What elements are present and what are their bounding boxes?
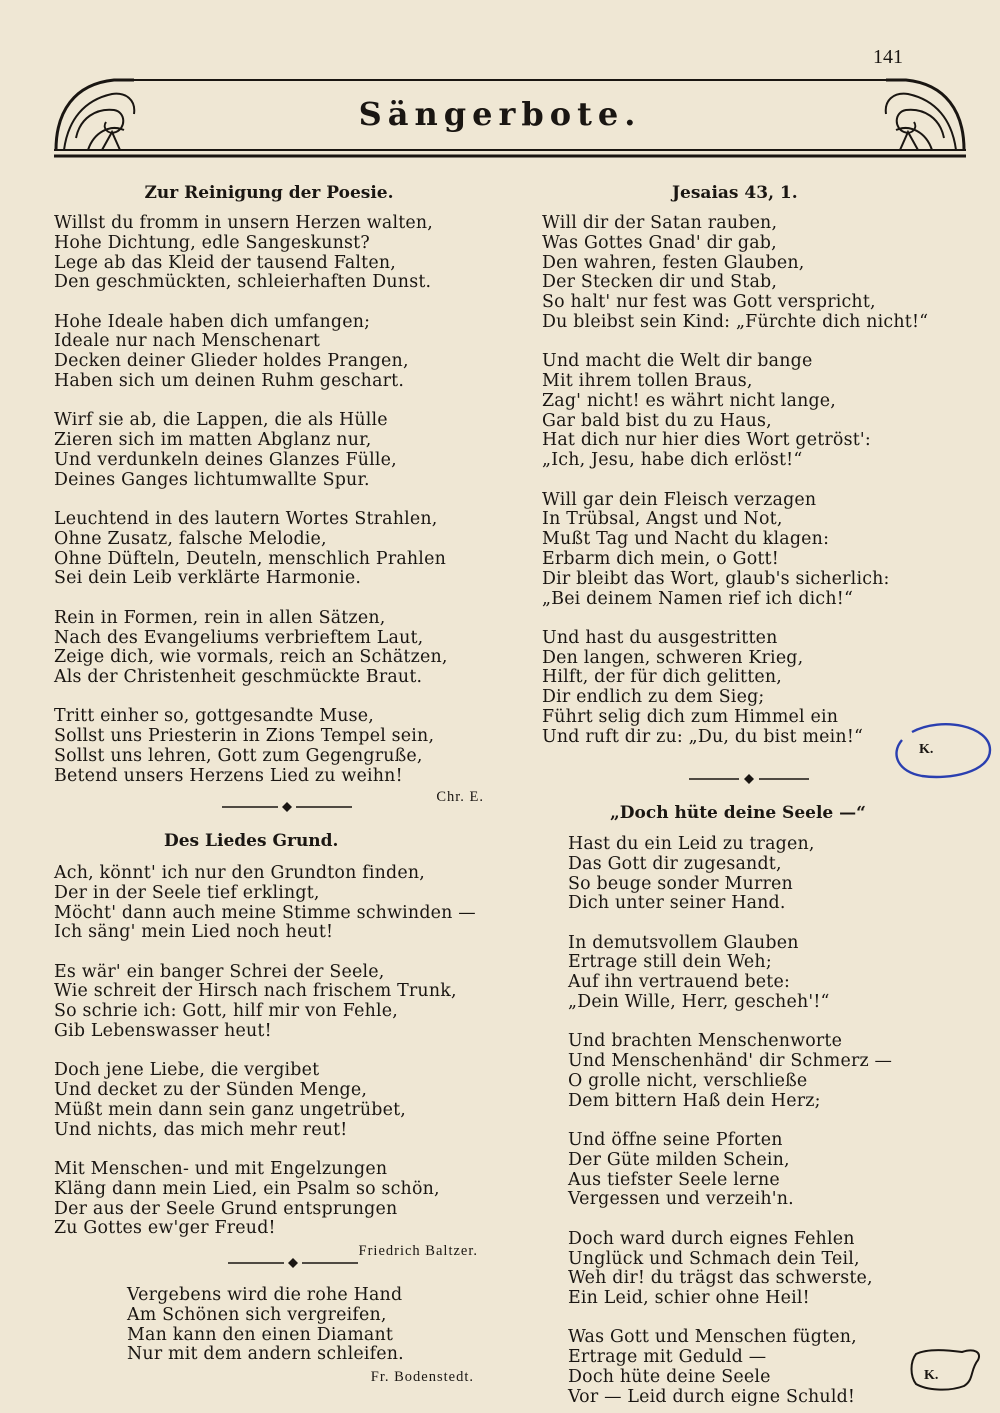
verse-line: Lege ab das Kleid der tausend Falten, xyxy=(54,252,396,273)
verse-line: Doch hüte deine Seele xyxy=(568,1367,771,1388)
verse-line: So beuge sonder Murren xyxy=(568,873,793,894)
verse-line: Weh dir! du trägst das schwerste, xyxy=(568,1268,873,1289)
verse-line: Sollst uns Priesterin in Zions Tempel sein, xyxy=(54,726,435,747)
verse-line: Nur mit dem andern schleifen. xyxy=(127,1344,404,1365)
verse-line: Dem bittern Haß dein Herz; xyxy=(568,1090,821,1111)
verse-line: Will gar dein Fleisch verzagen xyxy=(542,489,817,510)
verse-line: Vor — Leid durch eigne Schuld! xyxy=(568,1386,856,1407)
poem-des-liedes-grund xyxy=(54,831,484,1260)
poem-title: Des Liedes Grund. xyxy=(164,831,339,851)
stanza xyxy=(568,1131,968,1210)
verse-line: Möcht' dann auch meine Stimme schwinden — xyxy=(54,902,476,923)
verse-line: Du bleibst sein Kind: „Fürchte dich nicht!“ xyxy=(542,311,929,332)
verse-line: Wirf sie ab, die Lappen, die als Hülle xyxy=(54,410,388,431)
stanza xyxy=(54,411,484,490)
stanza xyxy=(568,1032,968,1111)
verse-line: Hilft, der für dich gelitten, xyxy=(542,667,783,688)
verse-line: Den geschmückten, schleierhaften Dunst. xyxy=(54,272,432,293)
verse-line: Und brachten Menschenworte xyxy=(568,1031,843,1052)
verse-line: Ach, könnt' ich nur den Grundton finden, xyxy=(54,863,425,883)
verse-line: Zieren sich im matten Abglanz nur, xyxy=(54,430,372,451)
verse-line: Zag' nicht! es währt nicht lange, xyxy=(542,390,837,411)
verse-line: Müßt mein dann sein ganz ungetrübet, xyxy=(54,1099,407,1120)
poem-doch-huete xyxy=(568,803,968,1408)
section-divider xyxy=(222,800,352,814)
verse-line: Den langen, schweren Krieg, xyxy=(542,647,804,668)
verse-line: Leuchtend in des lautern Wortes Strahlen, xyxy=(54,509,438,530)
verse-line: Rein in Formen, rein in allen Sätzen, xyxy=(54,607,386,628)
poem-jesaias xyxy=(542,183,962,748)
verse-line: Man kann den einen Diamant xyxy=(127,1324,394,1345)
verse-line: Ertrage still dein Weh; xyxy=(568,952,772,973)
verse-line: Was Gott und Menschen fügten, xyxy=(568,1327,857,1348)
verse-line: Ohne Zusatz, falsche Melodie, xyxy=(54,528,327,549)
stanza xyxy=(127,1286,482,1365)
verse-line: So halt' nur fest was Gott verspricht, xyxy=(542,292,876,313)
verse-line: Erbarm dich mein, o Gott! xyxy=(542,548,779,569)
verse-line: Auf ihn vertrauend bete: xyxy=(568,972,791,993)
circled-signature-mark xyxy=(892,720,996,782)
stanza xyxy=(54,214,484,293)
verse-line: Ich säng' mein Lied noch heut! xyxy=(54,922,334,943)
verse-line: Unglück und Schmach dein Teil, xyxy=(568,1248,860,1269)
stanza xyxy=(54,313,484,392)
stanza xyxy=(54,609,484,688)
verse-line: Mit ihrem tollen Braus, xyxy=(542,371,753,392)
verse-line: Deines Ganges lichtumwallte Spur. xyxy=(54,469,370,490)
stanza xyxy=(54,1061,484,1140)
verse-line: In demutsvollem Glauben xyxy=(568,932,799,953)
verse-line: Doch ward durch eignes Fehlen xyxy=(568,1228,855,1249)
verse-line: Decken deiner Glieder holdes Prangen, xyxy=(54,351,409,372)
verse-line: Ein Leid, schier ohne Heil! xyxy=(568,1288,810,1309)
stanza xyxy=(54,864,484,943)
poem-zur-reinigung xyxy=(54,183,484,806)
verse-line: Nach des Evangeliums verbrieftem Laut, xyxy=(54,627,424,648)
verse-line: Und ruft dir zu: „Du, du bist mein!“ xyxy=(542,726,864,747)
verse-line: Dir bleibt das Wort, glaub's sicherlich: xyxy=(542,568,890,589)
signature-k: K. xyxy=(919,742,934,757)
journal-title: Sängerbote. xyxy=(358,95,642,133)
stanza xyxy=(54,510,484,589)
page-number: 141 xyxy=(873,46,903,68)
stanza xyxy=(568,1230,968,1309)
verse-line: Und verdunkeln deines Glanzes Fülle, xyxy=(54,449,397,470)
verse-line: Den wahren, festen Glauben, xyxy=(542,252,805,273)
stanza xyxy=(542,352,962,471)
section-divider xyxy=(228,1256,358,1270)
verse-line: So schrie ich: Gott, hilf mir von Fehle, xyxy=(54,1001,398,1022)
verse-line: Gar bald bist du zu Haus, xyxy=(542,410,772,431)
verse-line: Als der Christenheit geschmückte Braut. xyxy=(54,667,423,688)
verse-line: „Dein Wille, Herr, gescheh'!“ xyxy=(568,992,830,1013)
verse-line: Gib Lebenswasser heut! xyxy=(54,1021,272,1042)
verse-line: Der in der Seele tief erklingt, xyxy=(54,882,320,903)
verse-line: Doch jene Liebe, die vergibet xyxy=(54,1060,320,1081)
verse-line: „Bei deinem Namen rief ich dich!“ xyxy=(542,588,854,609)
verse-line: Mußt Tag und Nacht du klagen: xyxy=(542,529,830,550)
verse-line: Und Menschenhänd' dir Schmerz — xyxy=(568,1051,893,1072)
verse-line: Dich unter seiner Hand. xyxy=(568,893,786,914)
verse-line: Betend unsers Herzens Lied zu weihn! xyxy=(54,765,403,786)
verse-line: Haben sich um deinen Ruhm geschart. xyxy=(54,371,405,392)
verse-line: Führt selig dich zum Himmel ein xyxy=(542,707,839,728)
verse-line: Ohne Düfteln, Deuteln, menschlich Prahlen xyxy=(54,548,446,569)
verse-line: Vergebens wird die rohe Hand xyxy=(127,1285,403,1305)
verse-line: Will dir der Satan rauben, xyxy=(542,213,778,233)
verse-line: Vergessen und verzeih'n. xyxy=(568,1189,794,1210)
poem-title: „Doch hüte deine Seele —“ xyxy=(610,803,866,823)
verse-line: O grolle nicht, verschließe xyxy=(568,1070,808,1091)
verse-line: Zeige dich, wie vormals, reich an Schätzen, xyxy=(54,647,448,668)
verse-line: Kläng dann mein Lied, ein Psalm so schön, xyxy=(54,1178,440,1199)
verse-line: Am Schönen sich vergreifen, xyxy=(127,1304,387,1325)
verse-line: Willst du fromm in unsern Herzen walten, xyxy=(54,213,434,233)
section-divider xyxy=(689,772,809,786)
stanza xyxy=(568,934,968,1013)
verse-line: Das Gott dir zugesandt, xyxy=(568,853,782,874)
verse-line: Der Stecken dir und Stab, xyxy=(542,272,778,293)
verse-line: Der aus der Seele Grund entsprungen xyxy=(54,1198,398,1219)
verse-line: Und decket zu der Sünden Menge, xyxy=(54,1080,368,1101)
verse-line: „Ich, Jesu, habe dich erlöst!“ xyxy=(542,450,803,471)
poem-author: Fr. Bodenstedt. xyxy=(370,1369,474,1386)
verse-line: Hohe Dichtung, edle Sangeskunst? xyxy=(54,232,370,253)
verse-line: Und hast du ausgestritten xyxy=(542,627,778,648)
verse-line: Und macht die Welt dir bange xyxy=(542,351,813,372)
verse-line: Wie schreit der Hirsch nach frischem Trunk, xyxy=(54,981,457,1002)
stanza xyxy=(568,835,968,914)
quatrain-bodenstedt xyxy=(127,1286,482,1386)
verse-line: Aus tiefster Seele lerne xyxy=(568,1169,780,1190)
verse-line: Hast du ein Leid zu tragen, xyxy=(568,834,815,854)
verse-line: Dir endlich zu dem Sieg; xyxy=(542,687,765,708)
verse-line: Sei dein Leib verklärte Harmonie. xyxy=(54,568,362,589)
verse-line: Mit Menschen- und mit Engelzungen xyxy=(54,1159,388,1180)
poem-title: Zur Reinigung der Poesie. xyxy=(144,183,394,203)
poem-author: Chr. E. xyxy=(436,788,484,805)
stanza xyxy=(54,707,484,786)
stanza xyxy=(542,214,962,333)
signature-k: K. xyxy=(924,1368,939,1383)
verse-line: Und öffne seine Pforten xyxy=(568,1130,783,1151)
stanza xyxy=(542,491,962,610)
verse-line: Zu Gottes ew'ger Freud! xyxy=(54,1218,276,1239)
verse-line: Tritt einher so, gottgesandte Muse, xyxy=(54,706,375,727)
verse-line: Sollst uns lehren, Gott zum Gegengruße, xyxy=(54,746,423,767)
verse-line: Ideale nur nach Menschenart xyxy=(54,331,321,352)
stanza xyxy=(54,1160,484,1239)
verse-line: Der Güte milden Schein, xyxy=(568,1149,790,1170)
verse-line: Ertrage mit Geduld — xyxy=(568,1347,767,1368)
verse-line: Und nichts, das mich mehr reut! xyxy=(54,1119,348,1140)
verse-line: Es wär' ein banger Schrei der Seele, xyxy=(54,961,385,982)
verse-line: Was Gottes Gnad' dir gab, xyxy=(542,232,777,253)
poem-author: Friedrich Baltzer. xyxy=(358,1243,478,1260)
poem-title: Jesaias 43, 1. xyxy=(672,183,798,203)
verse-line: In Trübsal, Angst und Not, xyxy=(542,509,783,530)
signature-frame xyxy=(908,1346,984,1394)
verse-line: Hat dich nur hier dies Wort getröst': xyxy=(542,430,871,451)
verse-line: Hohe Ideale haben dich umfangen; xyxy=(54,311,371,332)
stanza xyxy=(54,963,484,1042)
